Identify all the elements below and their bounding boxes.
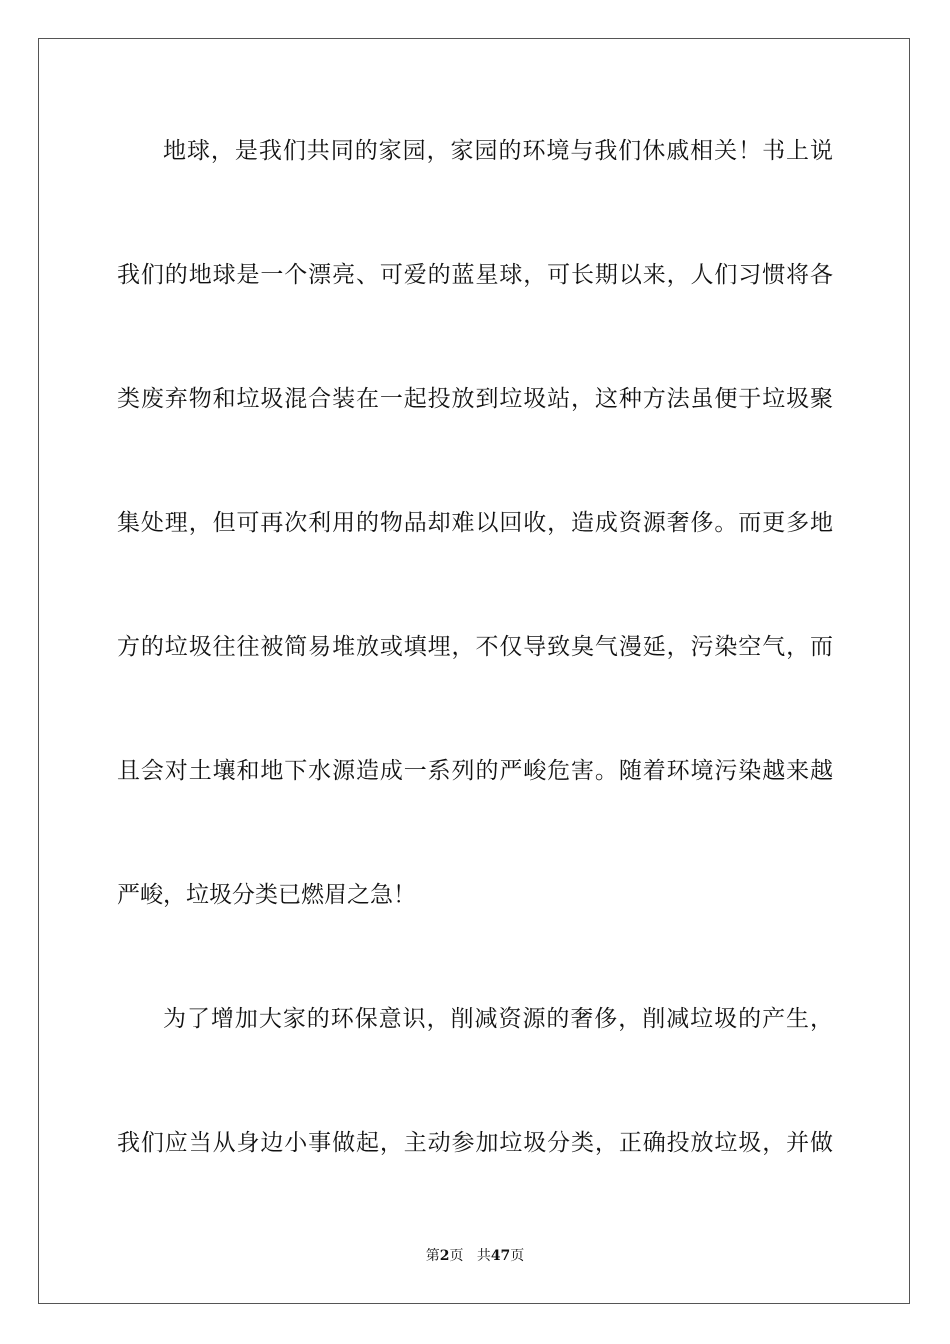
page-suffix: 页 xyxy=(449,1248,464,1264)
paragraph-1-line-7: 严峻，垃圾分类已燃眉之急！ xyxy=(117,882,416,908)
paragraph-2-line-1: 为了增加大家的环保意识，削减资源的奢侈，削减垃圾的产生， xyxy=(163,1006,833,1032)
paragraph-1-line-3: 类废弃物和垃圾混合装在一起投放到垃圾站，这种方法虽便于垃圾聚 xyxy=(117,386,833,412)
total-pages: 47 xyxy=(490,1248,511,1264)
page-footer xyxy=(0,1247,950,1265)
paragraph-1-line-2: 我们的地球是一个漂亮、可爱的蓝星球，可长期以来，人们习惯将各 xyxy=(117,262,833,288)
paragraph-1-line-5: 方的垃圾往往被简易堆放或填埋，不仅导致臭气漫延，污染空气，而 xyxy=(117,634,833,660)
paragraph-1-line-4: 集处理，但可再次利用的物品却难以回收，造成资源奢侈。而更多地 xyxy=(117,510,833,536)
paragraph-1-line-6: 且会对土壤和地下水源造成一系列的严峻危害。随着环境污染越来越 xyxy=(117,758,833,784)
paragraph-2-line-2: 我们应当从身边小事做起，主动参加垃圾分类，正确投放垃圾，并做 xyxy=(117,1130,833,1156)
page-border xyxy=(38,38,910,1304)
page-prefix: 第 xyxy=(425,1248,440,1264)
page-number: 2 xyxy=(439,1248,450,1264)
total-prefix: 共 xyxy=(476,1248,491,1264)
paragraph-1-line-1: 地球，是我们共同的家园，家园的环境与我们休戚相关！书上说 xyxy=(163,138,833,164)
total-suffix: 页 xyxy=(510,1248,525,1264)
